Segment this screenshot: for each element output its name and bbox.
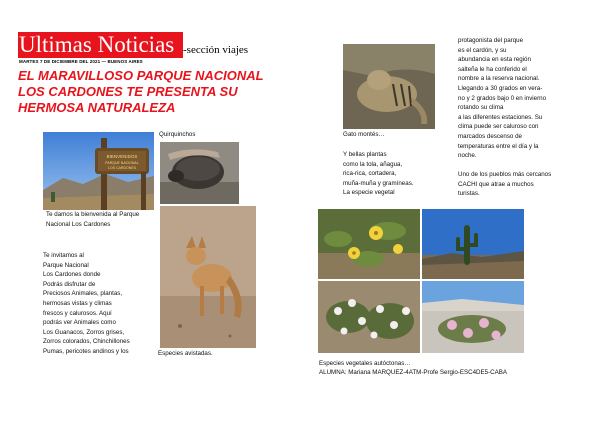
plantas-line: rica-rica, cortadera, xyxy=(343,170,397,178)
cachi-paragraph xyxy=(458,170,578,199)
cardon-line: nombre a la reserva nacional. xyxy=(458,75,540,83)
intro-line: Pumas, pericotes andinos y los xyxy=(43,347,129,355)
cardon-line: es el cardón, y su xyxy=(458,46,507,54)
white-flowers-photo xyxy=(318,281,420,353)
cardon-line: temperaturas entre el día y la xyxy=(458,142,539,150)
cardon-line: Llegando a 30 grados en vera- xyxy=(458,84,543,92)
gato-caption: Gato montés… xyxy=(343,131,385,138)
welcome-caption: Te damos la bienvenida al Parque Nacional Los Cardones xyxy=(46,211,140,228)
cardon-line: noche. xyxy=(458,152,477,160)
svg-text:LOS CARDONES: LOS CARDONES xyxy=(108,166,136,170)
intro-line: frescos y calurosos. Aquí xyxy=(43,309,112,317)
cardon-line: a las diferentes estaciones. Su xyxy=(458,113,543,121)
cardon-line: abundancia en esta región xyxy=(458,56,531,64)
plantas-line: muña-muña y gramíneas. xyxy=(343,179,414,187)
fox-photo xyxy=(160,206,256,348)
intro-line: Te invitamos al xyxy=(43,252,84,259)
pink-flowers-photo xyxy=(422,281,524,353)
wildcat-photo xyxy=(343,44,435,129)
credit-line: ALUMNA: Mariana MARQUEZ-4ATM-Profe Sergio-ESC4DE5-CABA xyxy=(319,369,507,376)
sign-text: BIENVENIDOS xyxy=(106,154,138,159)
vegetales-caption: Especies vegetales autóctonas… xyxy=(319,360,411,367)
yellow-flower-photo xyxy=(318,209,420,279)
plantas-line: La especie vegetal xyxy=(343,189,395,197)
svg-text:PARQUE NACIONAL: PARQUE NACIONAL xyxy=(105,161,139,165)
cardon-line: protagonista del parque xyxy=(458,37,524,44)
intro-paragraph xyxy=(43,251,158,357)
intro-line: Los Guanacos, Zorros grises, xyxy=(43,328,125,336)
section-label: -sección viajes xyxy=(183,44,249,56)
plantas-line: Y bellas plantas xyxy=(343,151,387,158)
newspaper-title: Ultimas Noticias xyxy=(19,32,175,57)
cardon-line: clima puede ser caluroso con xyxy=(458,123,539,131)
cachi-line: turistas. xyxy=(458,190,480,198)
cardon-line: marcados descenso de xyxy=(458,132,522,140)
cardon-line: rotando su clima xyxy=(458,104,504,112)
intro-line: Parque Nacional xyxy=(43,261,89,269)
intro-line: Los Cardones donde xyxy=(43,271,101,279)
intro-line: Zorros colorados, Chinchillones xyxy=(43,338,130,346)
cachi-line: CACHI que atrae a muchos xyxy=(458,180,534,188)
armadillo-photo xyxy=(160,142,239,204)
headline: EL MARAVILLOSO PARQUE NACIONAL LOS CARDONES TE PRESENTA SU HERMOSA NATURALEZA xyxy=(18,68,264,115)
cactus-photo xyxy=(422,209,524,279)
cardon-line: salteña le ha conferido el xyxy=(458,65,527,73)
welcome-sign-photo xyxy=(43,132,154,210)
plantas-line: como la tola, añagua, xyxy=(343,160,403,168)
quirquinchos-caption: Quirquinchos xyxy=(159,131,196,138)
dateline: MARTES 7 DE DICIEMBRE DEL 2021 — BUENOS AIRES xyxy=(19,59,143,64)
cardon-line: no y 2 grados bajo 0 en invierno xyxy=(458,94,547,102)
cardon-paragraph xyxy=(458,36,573,161)
intro-line: podrás ver Animales como xyxy=(43,319,116,327)
especies-caption: Especies avistadas. xyxy=(158,350,213,357)
intro-line: Podrás disfrutar de xyxy=(43,280,96,288)
cachi-line: Uno de los pueblos más cercanos xyxy=(458,171,552,178)
plantas-paragraph xyxy=(343,150,443,198)
intro-line: hermosas vistas y climas xyxy=(43,299,112,307)
intro-line: Preciosos Animales, plantas, xyxy=(43,290,123,298)
